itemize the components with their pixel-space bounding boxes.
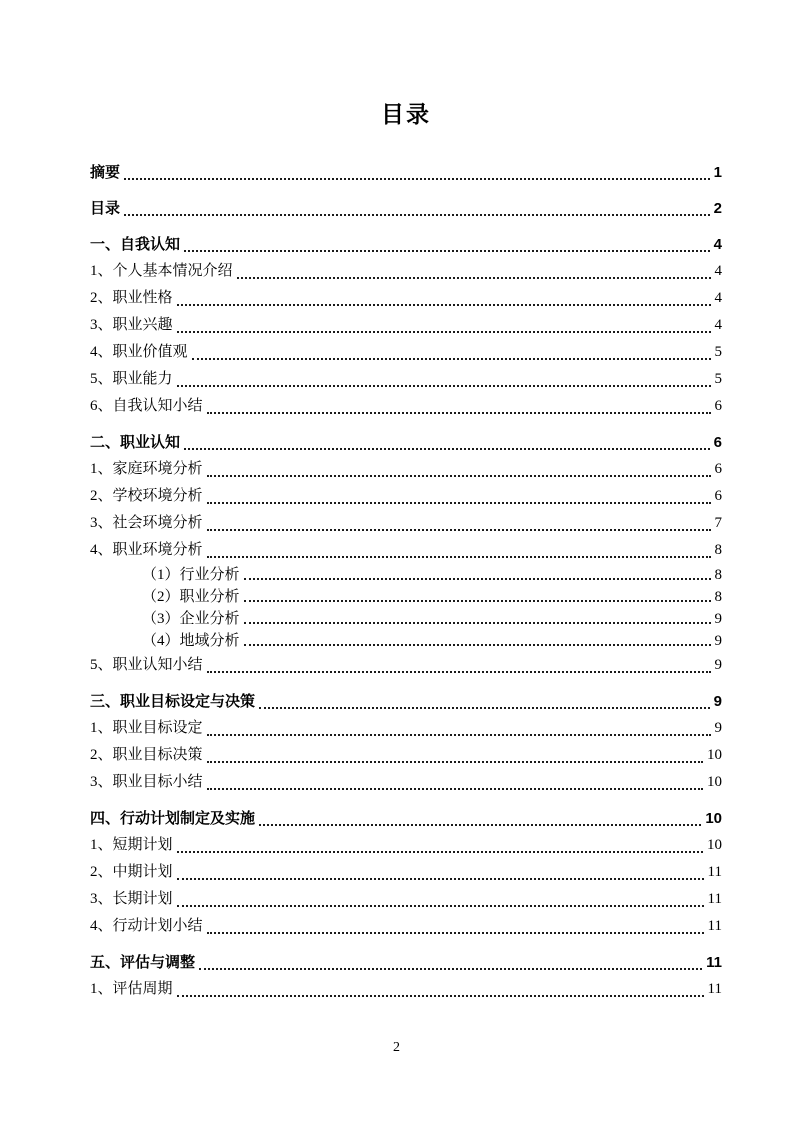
toc-entry-label: （1）行业分析	[142, 567, 240, 583]
toc-page-number: 7	[714, 515, 722, 531]
toc-entry[interactable]	[90, 859, 722, 886]
toc-dotted-leader	[207, 761, 703, 763]
toc-entry-label: 摘要	[90, 164, 121, 181]
toc-entry-label: 5、职业认知小结	[90, 657, 203, 673]
toc-dotted-leader	[207, 529, 711, 531]
toc-dotted-leader	[207, 556, 711, 558]
toc-page-number: 9	[714, 611, 722, 627]
toc-entry-label: 4、职业环境分析	[90, 542, 203, 558]
toc-dotted-leader	[207, 412, 711, 414]
toc-entry[interactable]	[90, 586, 722, 608]
toc-page-number: 4	[714, 263, 722, 279]
toc-entry[interactable]	[90, 564, 722, 586]
toc-entry-label: 二、职业认知	[90, 434, 181, 451]
toc-dotted-leader	[124, 214, 710, 216]
toc-page-number: 11	[707, 864, 722, 880]
toc-page-number: 4	[713, 236, 722, 253]
toc-entry-label: 1、家庭环境分析	[90, 461, 203, 477]
toc-entry[interactable]	[90, 976, 722, 1003]
toc-page-number: 10	[707, 837, 722, 853]
toc-entry[interactable]	[90, 159, 722, 186]
toc-entry-label: 一、自我认知	[90, 236, 181, 253]
toc-entry-label: 4、行动计划小结	[90, 918, 203, 934]
toc-page-number: 9	[714, 720, 722, 736]
toc-dotted-leader	[244, 644, 711, 646]
toc-entry-label: （4）地域分析	[142, 633, 240, 649]
toc-dotted-leader	[259, 707, 710, 709]
toc-entry[interactable]	[90, 805, 722, 832]
toc-page-number: 11	[707, 891, 722, 907]
toc-entry-label: 三、职业目标设定与决策	[90, 693, 256, 710]
toc-page-number: 8	[714, 589, 722, 605]
toc-page-number: 4	[714, 317, 722, 333]
toc-page-number: 11	[707, 918, 722, 934]
toc-dotted-leader	[124, 178, 710, 180]
toc-list	[90, 159, 722, 1003]
toc-page-number: 8	[714, 542, 722, 558]
footer-page-number: 2	[393, 1040, 400, 1055]
toc-entry-label: 2、职业性格	[90, 290, 173, 306]
toc-entry[interactable]	[90, 608, 722, 630]
toc-page-number: 1	[713, 164, 722, 181]
toc-page-number: 10	[707, 774, 722, 790]
toc-entry[interactable]	[90, 537, 722, 564]
toc-page-number: 9	[713, 693, 722, 710]
toc-dotted-leader	[259, 824, 701, 826]
toc-page-number: 6	[714, 461, 722, 477]
toc-page-number: 10	[707, 747, 722, 763]
toc-dotted-leader	[244, 600, 711, 602]
toc-dotted-leader	[184, 448, 710, 450]
toc-entry[interactable]	[90, 258, 722, 285]
toc-entry[interactable]	[90, 285, 722, 312]
toc-dotted-leader	[207, 932, 704, 934]
toc-entry-label: 3、社会环境分析	[90, 515, 203, 531]
toc-dotted-leader	[207, 475, 711, 477]
toc-dotted-leader	[177, 304, 711, 306]
toc-entry-label: 4、职业价值观	[90, 344, 188, 360]
toc-dotted-leader	[184, 250, 710, 252]
toc-page-number: 9	[714, 633, 722, 649]
toc-entry-label: （2）职业分析	[142, 589, 240, 605]
toc-entry-label: 6、自我认知小结	[90, 398, 203, 414]
toc-entry[interactable]	[90, 231, 722, 258]
toc-dotted-leader	[207, 671, 711, 673]
toc-entry-label: 5、职业能力	[90, 371, 173, 387]
toc-dotted-leader	[177, 878, 704, 880]
toc-entry[interactable]	[90, 366, 722, 393]
toc-entry[interactable]	[90, 688, 722, 715]
toc-entry-label: 3、职业目标小结	[90, 774, 203, 790]
toc-page-number: 8	[714, 567, 722, 583]
toc-entry[interactable]	[90, 510, 722, 537]
toc-dotted-leader	[244, 622, 711, 624]
toc-dotted-leader	[177, 995, 704, 997]
toc-page-number: 2	[713, 200, 722, 217]
toc-page-number: 11	[707, 981, 722, 997]
toc-page-number: 10	[705, 810, 722, 827]
toc-dotted-leader	[192, 358, 711, 360]
toc-entry[interactable]	[90, 949, 722, 976]
toc-dotted-leader	[244, 578, 711, 580]
toc-page-number: 6	[713, 434, 722, 451]
toc-entry[interactable]	[90, 456, 722, 483]
toc-dotted-leader	[237, 277, 711, 279]
toc-entry-label: 1、短期计划	[90, 837, 173, 853]
toc-dotted-leader	[177, 385, 711, 387]
toc-entry[interactable]	[90, 195, 722, 222]
toc-page-number: 6	[714, 488, 722, 504]
toc-page-number: 4	[714, 290, 722, 306]
toc-dotted-leader	[207, 734, 711, 736]
toc-entry[interactable]	[90, 483, 722, 510]
toc-entry[interactable]	[90, 630, 722, 652]
toc-entry-label: 五、评估与调整	[90, 954, 196, 971]
page-title: 目录	[381, 101, 431, 127]
toc-entry-label: 四、行动计划制定及实施	[90, 810, 256, 827]
toc-page-number: 11	[706, 954, 722, 971]
toc-dotted-leader	[177, 331, 711, 333]
toc-entry-label: 3、长期计划	[90, 891, 173, 907]
toc-page-number: 5	[714, 371, 722, 387]
toc-entry-label: 3、职业兴趣	[90, 317, 173, 333]
toc-entry-label: 1、评估周期	[90, 981, 173, 997]
toc-page-number: 9	[714, 657, 722, 673]
toc-page-number: 6	[714, 398, 722, 414]
toc-entry-label: 目录	[90, 200, 121, 217]
toc-entry[interactable]	[90, 715, 722, 742]
toc-entry[interactable]	[90, 913, 722, 940]
toc-entry[interactable]	[90, 429, 722, 456]
toc-entry[interactable]	[90, 652, 722, 679]
toc-entry[interactable]	[90, 886, 722, 913]
toc-entry[interactable]	[90, 393, 722, 420]
toc-page-number: 5	[714, 344, 722, 360]
toc-dotted-leader	[177, 851, 703, 853]
toc-entry[interactable]	[90, 769, 722, 796]
toc-entry[interactable]	[90, 339, 722, 366]
toc-dotted-leader	[207, 502, 711, 504]
toc-entry[interactable]	[90, 832, 722, 859]
toc-entry-label: 1、个人基本情况介绍	[90, 263, 233, 279]
toc-entry-label: 2、学校环境分析	[90, 488, 203, 504]
toc-dotted-leader	[199, 968, 702, 970]
toc-entry-label: 2、职业目标决策	[90, 747, 203, 763]
toc-entry-label: 2、中期计划	[90, 864, 173, 880]
toc-entry-label: （3）企业分析	[142, 611, 240, 627]
toc-entry[interactable]	[90, 742, 722, 769]
toc-dotted-leader	[177, 905, 704, 907]
toc-dotted-leader	[207, 788, 703, 790]
toc-entry[interactable]	[90, 312, 722, 339]
toc-entry-label: 1、职业目标设定	[90, 720, 203, 736]
